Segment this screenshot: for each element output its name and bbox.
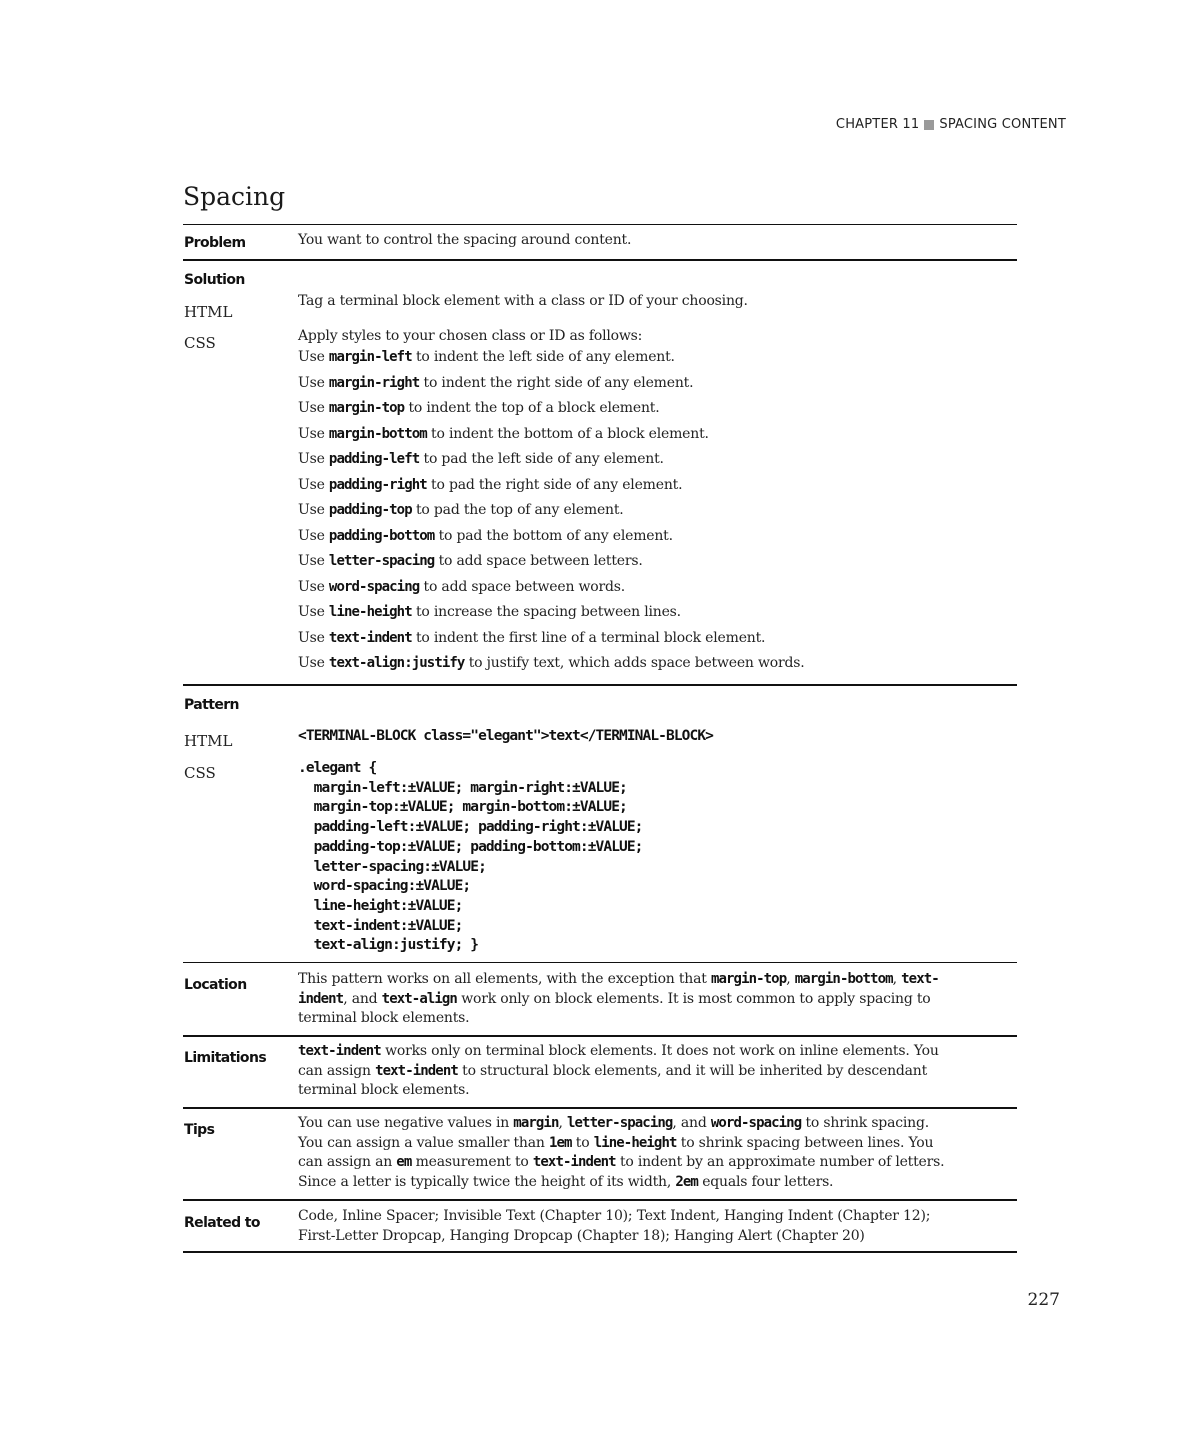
solution-item: Use word-spacing to add space between words. <box>298 578 626 595</box>
solution-css-intro: Apply styles to your chosen class or ID as follows: <box>298 328 643 344</box>
square-bullet-icon <box>924 120 934 130</box>
location-label: Location <box>184 977 247 993</box>
page-number: 227 <box>1027 1290 1060 1310</box>
solution-item: Use line-height to increase the spacing between lines. <box>298 604 681 620</box>
solution-item: Use text-align:justify to justify text, which adds space between words. <box>298 655 805 671</box>
solution-section <box>183 261 1017 684</box>
table-bottom-rule <box>183 1251 1017 1253</box>
tips-section <box>183 1109 1017 1199</box>
solution-css-label: CSS <box>184 334 216 352</box>
solution-item: Use padding-top to pad the top of any element. <box>298 502 624 518</box>
location-section <box>183 963 1017 1035</box>
solution-label: Solution <box>184 272 245 288</box>
solution-html-label: HTML <box>184 303 233 321</box>
tips-label: Tips <box>184 1122 215 1138</box>
limitations-label: Limitations <box>184 1050 267 1066</box>
solution-item: Use margin-left to indent the left side of any element. <box>298 349 675 365</box>
problem-text: You want to control the spacing around content. <box>298 232 632 248</box>
limitations-text: text-indent works only on terminal block elements. It does not work on inline elements. You can assign text-indent to structural block elements, and it will be inherited by descendant terminal block elements. <box>298 1043 939 1098</box>
solution-html-text: Tag a terminal block element with a class or ID of your choosing. <box>298 293 748 309</box>
pattern-label: Pattern <box>184 697 239 713</box>
page-title: Spacing <box>183 182 286 211</box>
limitations-section <box>183 1037 1017 1107</box>
related-section <box>183 1201 1017 1251</box>
solution-item: Use margin-top to indent the top of a block element. <box>298 400 660 416</box>
pattern-html-code: <TERMINAL-BLOCK class="elegant">text</TERMINAL-BLOCK> <box>298 728 713 744</box>
solution-item-list <box>298 345 1010 677</box>
solution-item: Use padding-left to pad the left side of any element. <box>298 451 664 467</box>
related-line: First-Letter Dropcap, Hanging Dropcap (Chapter 18); Hanging Alert (Chapter 20) <box>298 1227 865 1244</box>
solution-item: Use padding-right to pad the right side of any element. <box>298 476 683 493</box>
pattern-table <box>183 224 1017 1253</box>
problem-label: Problem <box>184 235 246 251</box>
solution-item: Use margin-right to indent the right side of any element. <box>298 374 694 391</box>
related-line: Code, Inline Spacer; Invisible Text (Chapter 10); Text Indent, Hanging Indent (Chapter 12); <box>298 1208 931 1224</box>
related-text <box>298 1207 1010 1246</box>
running-head-section: SPACING CONTENT <box>939 117 1066 132</box>
solution-item: Use padding-bottom to pad the bottom of any element. <box>298 527 673 544</box>
running-head <box>836 117 1066 132</box>
solution-item: Use text-indent to indent the first line of a terminal block element. <box>298 629 766 646</box>
pattern-html-label: HTML <box>184 732 233 750</box>
pattern-css-label: CSS <box>184 764 216 782</box>
solution-item: Use letter-spacing to add space between letters. <box>298 553 643 569</box>
location-text: This pattern works on all elements, with the exception that margin-top, margin-bottom, text- indent, and text-align work only on block elements. It is most common to apply spacing to terminal block elements. <box>298 971 939 1026</box>
problem-section <box>183 225 1017 259</box>
tips-text: You can use negative values in margin, letter-spacing, and word-spacing to shrink spacing. You can assign a value smaller than 1em to line-height to shrink spacing between lines. You can assign an em measurement to text-indent to indent by an approximate number of letters. Since a letter is typically twice the height of its width, 2em equals four letters. <box>298 1115 945 1190</box>
related-label: Related to <box>184 1215 260 1231</box>
pattern-css-code: .elegant { margin-left:±VALUE; margin-right:±VALUE; margin-top:±VALUE; margin-bottom:±VALUE; padding-left:±VALUE; padding-right:±VALUE; padding-top:±VALUE; padding-bottom:±VALUE; letter-spacing:±VALUE; word-spacing:±VALUE; line-height:±VALUE; text-indent:±VALUE; text-align:justify; } <box>298 760 643 954</box>
running-head-chapter: CHAPTER 11 <box>835 117 920 132</box>
pattern-section <box>183 686 1017 962</box>
solution-item: Use margin-bottom to indent the bottom of a block element. <box>298 425 709 442</box>
